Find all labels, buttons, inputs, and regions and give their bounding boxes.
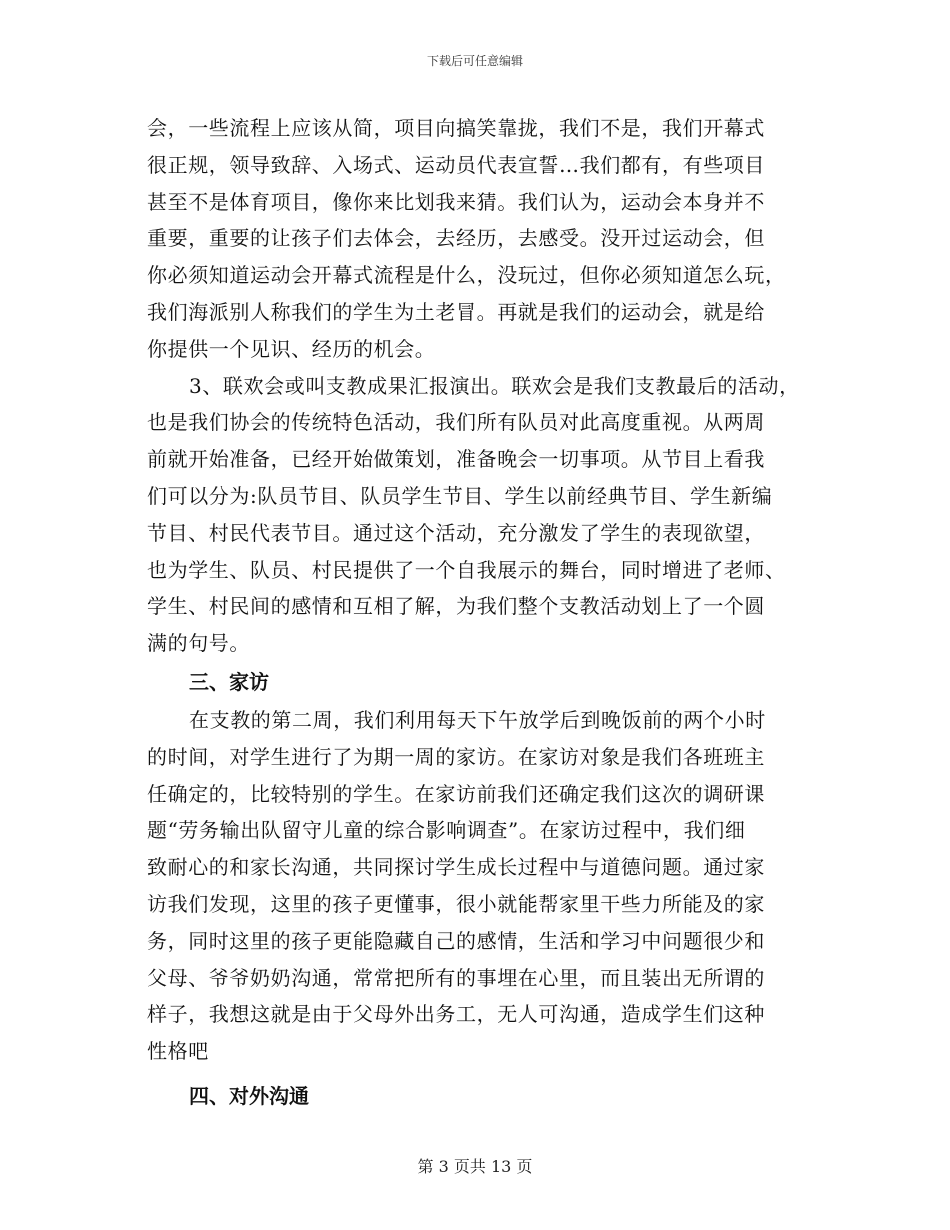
text-line: 性格吧 [147, 1039, 209, 1064]
text-line: 前就开始准备，已经开始做策划，准备晚会一切事项。从节目上看我 [147, 447, 765, 472]
text-line: 满的句号。 [147, 631, 250, 656]
text-line: 很正规，领导致辞、入场式、运动员代表宣誓…我们都有，有些项目 [147, 152, 765, 177]
text-line: 学生、村民间的感情和互相了解，为我们整个支教活动划上了一个圆 [147, 594, 765, 619]
text-line: 你提供一个见识、经历的机会。 [147, 336, 436, 361]
paragraph-party-performance [147, 368, 817, 662]
page-header: 下载后可任意编辑 [426, 54, 523, 68]
text-line: 也为学生、队员、村民提供了一个自我展示的舞台，同时增进了老师、 [147, 557, 786, 582]
section-heading-home-visit: 三、家访 [189, 669, 269, 694]
paragraph-sports-meet-continued [147, 110, 817, 368]
text-line: 题“劳务输出队留守儿童的综合影响调查”。在家访过程中，我们细 [147, 818, 746, 843]
text-line: 你必须知道运动会开幕式流程是什么，没玩过，但你必须知道怎么玩， [147, 263, 786, 288]
text-line: 访我们发现，这里的孩子更懂事，很小就能帮家里干些力所能及的家 [147, 891, 765, 916]
section-heading-external-communication: 四、对外沟通 [189, 1083, 309, 1108]
text-line: 重要，重要的让孩子们去体会，去经历，去感受。没开过运动会，但 [147, 226, 765, 251]
document-body [147, 110, 817, 1116]
text-line: 父母、爷爷奶奶沟通，常常把所有的事埋在心里，而且装出无所谓的 [147, 965, 765, 990]
text-line: 们可以分为:队员节目、队员学生节目、学生以前经典节目、学生新编 [147, 483, 773, 508]
text-line: 样子，我想这就是由于父母外出务工，无人可沟通，造成学生们这种 [147, 1002, 765, 1027]
page-footer: 第 3 页共 13 页 [417, 1157, 533, 1176]
text-line: 也是我们协会的传统特色活动，我们所有队员对此高度重视。从两周 [147, 410, 765, 435]
text-line: 会，一些流程上应该从简，项目向搞笑靠拢，我们不是，我们开幕式 [147, 116, 765, 140]
text-line: 任确定的，比较特别的学生。在家访前我们还确定我们这次的调研课 [147, 781, 765, 806]
text-line: 务，同时这里的孩子更能隐藏自己的感情，生活和学习中问题很少和 [147, 928, 765, 953]
text-line: 在支教的第二周，我们利用每天下午放学后到晚饭前的两个小时 [189, 707, 766, 732]
text-line: 致耐心的和家长沟通，共同探讨学生成长过程中与道德问题。通过家 [147, 855, 765, 880]
text-line: 节目、村民代表节目。通过这个活动，充分激发了学生的表现欲望， [147, 520, 765, 545]
text-line: 3、联欢会或叫支教成果汇报演出。联欢会是我们支教最后的活动， [189, 373, 800, 398]
text-line: 我们海派别人称我们的学生为土老冒。再就是我们的运动会，就是给 [147, 299, 765, 324]
paragraph-home-visit [147, 702, 817, 1070]
text-line: 的时间，对学生进行了为期一周的家访。在家访对象是我们各班班主 [147, 744, 765, 769]
text-line: 甚至不是体育项目，像你来比划我来猜。我们认为，运动会本身并不 [147, 189, 765, 214]
